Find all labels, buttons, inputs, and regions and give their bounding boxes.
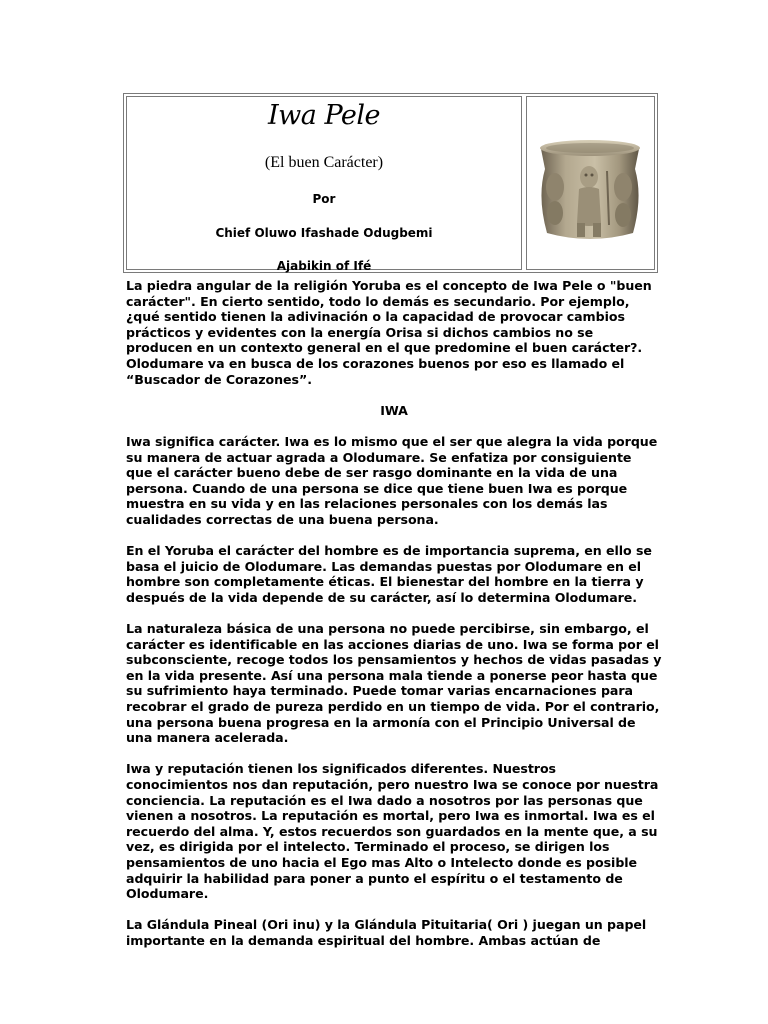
- paragraph: Iwa significa carácter. Iwa es lo mismo que el ser que alegra la vida porque su manera de actuar agrada a Olodumare. Se enfatiza por consiguiente que el carácter bueno debe de ser rasgo dominante en la vida de una persona. Cuando de una persona se dice que tiene buen Iwa es porque muestra en su vida y en las relaciones personales con los demás las cualidades correctas de una buena persona.: [126, 433, 658, 527]
- paragraph-intro: La piedra angular de la religión Yoruba es el concepto de Iwa Pele o "buen carácter". En cierto sentido, todo lo demás es secundario. Por ejemplo, ¿qué sentido tienen la adivinación o la capacidad de provocar cambios prácticos y evidentes con la energía Orisa si dichos cambios no se producen en un contexto general en el que predomine el buen carácter?. Olodumare va en busca de los corazones buenos por eso es llamado el “Buscador de Corazones”.: [126, 278, 652, 387]
- paragraph: La Glándula Pineal (Ori inu) y la Glándula Pituitaria( Ori ) juegan un papel importante en la demanda espiritual del hombre. Ambas actúan de: [126, 917, 647, 948]
- paragraph: Iwa y reputación tienen los significados diferentes. Nuestros conocimientos nos dan reputación, pero nuestro Iwa se conoce por nuestra conciencia. La reputación es el Iwa dado a nosotros por las personas que vienen a nosotros. La reputación es mortal, pero Iwa es inmortal. Iwa es el recuerdo del alma. Y, estos recuerdos son guardados en la mente que, a su vez, es dirigida por el intelecto. Terminado el proceso, se dirigen los pensamientos de uno hacia el Ego mas Alto o Intelecto donde es posible adquirir la habilidad para poner a punto el espíritu o el testamento de Olodumare.: [126, 761, 659, 902]
- title-cell: [126, 96, 522, 273]
- document-title: Iwa Pele: [267, 100, 380, 131]
- author-name: Chief Oluwo Ifashade Odugbemi: [215, 226, 433, 240]
- document-subtitle: (El buen Carácter): [264, 154, 384, 171]
- image-cell: [526, 96, 655, 270]
- author-affiliation: Ajabikin of Ifé: [276, 259, 372, 273]
- section-heading-iwa: IWA: [380, 402, 408, 418]
- carved-drum-image: [531, 137, 649, 249]
- article-body: [126, 278, 662, 964]
- paragraph: La naturaleza básica de una persona no puede percibirse, sin embargo, el carácter es identificable en las acciones diarias de uno. Iwa se forma por el subconsciente, recoge todos los pensamientos y hechos de vidas pasadas y en la vida presente. Así una persona mala tiende a ponerse peor hasta que su sufrimiento haya terminado. Puede tomar varias encarnaciones para recobrar el grado de pureza perdido en un tiempo de vida. Por el contrario, una persona buena progresa en la armonía con el Principio Universal de una manera acelerada.: [126, 621, 662, 746]
- paragraph: En el Yoruba el carácter del hombre es de importancia suprema, en ello se basa el juicio de Olodumare. Las demandas puestas por Olodumare en el hombre son completamente éticas. El bienestar del hombre en la tierra y después de la vida depende de su carácter, así lo determina Olodumare.: [126, 543, 652, 605]
- byline-label: Por: [312, 192, 336, 206]
- header-table: [123, 93, 658, 273]
